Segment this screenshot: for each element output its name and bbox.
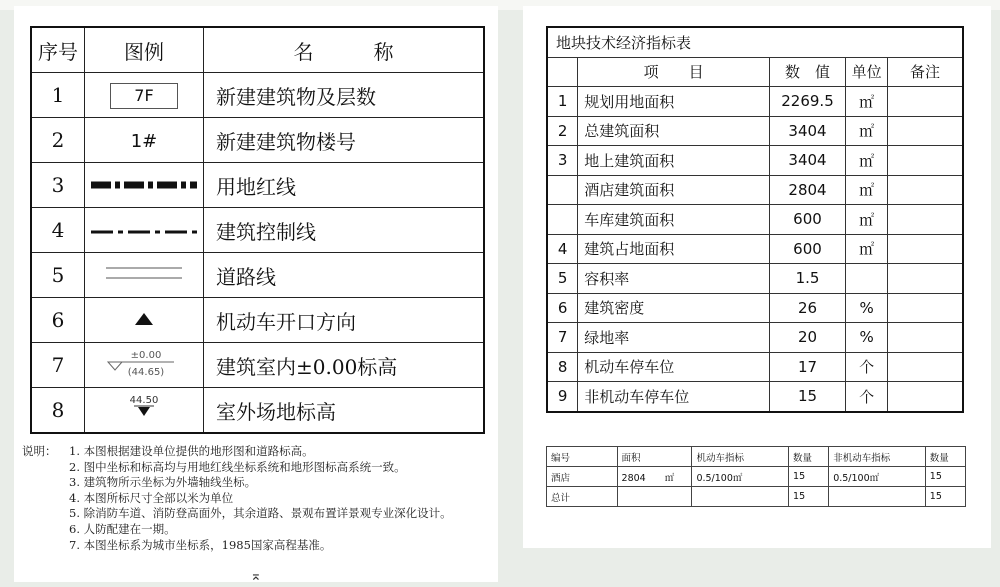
legend-name: 建筑控制线 bbox=[204, 208, 485, 253]
tech-value: 3404 bbox=[769, 146, 845, 176]
tech-item: 车库建筑面积 bbox=[578, 205, 770, 235]
tech-no bbox=[547, 205, 578, 235]
tech-item: 规划用地面积 bbox=[578, 87, 770, 117]
parking-cell: 15 bbox=[925, 487, 965, 507]
tech-item: 绿地率 bbox=[578, 323, 770, 353]
parking-cell: 0.5/100㎡ bbox=[692, 467, 789, 487]
parking-cell: 2804 ㎡ bbox=[617, 467, 692, 487]
parking-header: 非机动车指标 bbox=[829, 447, 926, 467]
tech-row bbox=[547, 234, 963, 264]
legend-symbol bbox=[85, 388, 204, 434]
tech-no: 4 bbox=[547, 234, 578, 264]
legend-name: 室外场地标高 bbox=[204, 388, 485, 434]
parking-cell: 0.5/100㎡ bbox=[829, 467, 926, 487]
tech-value: 26 bbox=[769, 293, 845, 323]
legend-row bbox=[31, 388, 484, 434]
tech-no: 3 bbox=[547, 146, 578, 176]
parking-row bbox=[547, 487, 966, 507]
legend-no: 2 bbox=[31, 118, 85, 163]
control-line-icon bbox=[89, 227, 199, 237]
indoor-elevation-icon bbox=[104, 346, 184, 380]
tech-unit: % bbox=[846, 293, 888, 323]
tech-header-value: 数 值 bbox=[769, 57, 845, 87]
tech-row bbox=[547, 293, 963, 323]
note-item: 5. 除消防车道、消防登高面外，其余道路、景观布置详景观专业深化设计。 bbox=[69, 506, 452, 521]
tech-no bbox=[547, 175, 578, 205]
note-item: 1. 本图根据建设单位提供的地形图和道路标高。 bbox=[69, 444, 314, 458]
legend-name: 道路线 bbox=[204, 253, 485, 298]
tech-unit: 个 bbox=[846, 352, 888, 382]
legend-symbol bbox=[85, 253, 204, 298]
tech-row bbox=[547, 382, 963, 412]
tech-value: 3404 bbox=[769, 116, 845, 146]
tech-table-title: 地块技术经济指标表 bbox=[547, 27, 963, 57]
legend-no: 8 bbox=[31, 388, 85, 434]
tech-row bbox=[547, 116, 963, 146]
legend-name: 建筑室内±0.00标高 bbox=[204, 343, 485, 388]
indoor-elevation-absolute: (44.65) bbox=[127, 366, 165, 378]
parking-cell: 总计 bbox=[547, 487, 618, 507]
parking-cell: 酒店 bbox=[547, 467, 618, 487]
legend-header-row bbox=[31, 27, 484, 73]
tech-title-row bbox=[547, 27, 963, 57]
parking-header: 机动车指标 bbox=[692, 447, 789, 467]
tech-unit: ㎡ bbox=[846, 146, 888, 176]
legend-row bbox=[31, 253, 484, 298]
tech-unit: ㎡ bbox=[846, 234, 888, 264]
tech-item: 建筑占地面积 bbox=[578, 234, 770, 264]
tech-value: 600 bbox=[769, 205, 845, 235]
parking-table bbox=[546, 446, 966, 507]
tech-value: 20 bbox=[769, 323, 845, 353]
tech-value: 2804 bbox=[769, 175, 845, 205]
note-item: 7. 本图坐标系为城市坐标系，1985国家高程基准。 bbox=[69, 537, 332, 552]
triangle-up-icon bbox=[132, 311, 156, 327]
tech-item: 非机动车停车位 bbox=[578, 382, 770, 412]
tech-no: 8 bbox=[547, 352, 578, 382]
tech-no: 6 bbox=[547, 293, 578, 323]
note-item: 2. 图中坐标和标高均与用地红线坐标系统和地形图标高系统一致。 bbox=[69, 459, 406, 474]
legend-name: 新建建筑物及层数 bbox=[204, 73, 485, 118]
tech-header-item: 项 目 bbox=[578, 57, 770, 87]
tech-no: 1 bbox=[547, 87, 578, 117]
legend-no: 7 bbox=[31, 343, 85, 388]
tech-indicator-table bbox=[546, 26, 964, 413]
parking-cell: 15 bbox=[925, 467, 965, 487]
indoor-elevation-value: ±0.00 bbox=[130, 349, 162, 361]
tech-no: 2 bbox=[547, 116, 578, 146]
legend-row bbox=[31, 73, 484, 118]
building-number-label: 1# bbox=[130, 131, 158, 152]
parking-cell bbox=[692, 487, 789, 507]
note-item: 4. 本图所标尺寸全部以米为单位 bbox=[69, 490, 234, 505]
parking-row bbox=[547, 467, 966, 487]
notes-label: 说明： bbox=[22, 444, 57, 458]
tech-value: 600 bbox=[769, 234, 845, 264]
tech-row bbox=[547, 175, 963, 205]
indicator-panel bbox=[523, 6, 991, 548]
tech-item: 机动车停车位 bbox=[578, 352, 770, 382]
note-item: 3. 建筑物所示坐标为外墙轴线坐标。 bbox=[69, 475, 257, 490]
legend-no: 6 bbox=[31, 298, 85, 343]
outdoor-elevation-value: 44.50 bbox=[129, 394, 159, 406]
legend-header-no: 序号 bbox=[31, 27, 85, 73]
legend-name: 机动车开口方向 bbox=[204, 298, 485, 343]
tech-unit bbox=[846, 264, 888, 294]
road-line-icon bbox=[104, 264, 184, 282]
tech-header-row bbox=[547, 57, 963, 87]
notes-block bbox=[22, 444, 498, 553]
tech-unit: ㎡ bbox=[846, 175, 888, 205]
tech-item: 地上建筑面积 bbox=[578, 146, 770, 176]
legend-row bbox=[31, 118, 484, 163]
outdoor-elevation-icon bbox=[124, 393, 164, 423]
tech-unit: 个 bbox=[846, 382, 888, 412]
legend-symbol bbox=[85, 298, 204, 343]
tech-row bbox=[547, 205, 963, 235]
parking-header: 编号 bbox=[547, 447, 618, 467]
parking-header-row bbox=[547, 447, 966, 467]
legend-row bbox=[31, 343, 484, 388]
parking-header: 数量 bbox=[925, 447, 965, 467]
legend-symbol bbox=[85, 118, 204, 163]
parking-header: 面积 bbox=[617, 447, 692, 467]
red-line-icon bbox=[89, 178, 199, 192]
legend-row bbox=[31, 163, 484, 208]
legend-symbol bbox=[85, 343, 204, 388]
tech-no: 9 bbox=[547, 382, 578, 412]
tech-row bbox=[547, 352, 963, 382]
legend-no: 4 bbox=[31, 208, 85, 253]
parking-cell: 15 bbox=[789, 487, 829, 507]
legend-symbol bbox=[85, 163, 204, 208]
parking-cell bbox=[829, 487, 926, 507]
parking-cell bbox=[617, 487, 692, 507]
tech-no: 5 bbox=[547, 264, 578, 294]
legend-header-name: 名 称 bbox=[204, 27, 485, 73]
legend-table bbox=[30, 26, 485, 434]
parking-cell: 15 bbox=[789, 467, 829, 487]
legend-panel bbox=[14, 6, 498, 582]
tech-unit: ㎡ bbox=[846, 205, 888, 235]
tech-row bbox=[547, 87, 963, 117]
tech-unit: % bbox=[846, 323, 888, 353]
tech-no: 7 bbox=[547, 323, 578, 353]
legend-no: 3 bbox=[31, 163, 85, 208]
tech-value: 17 bbox=[769, 352, 845, 382]
tech-row bbox=[547, 264, 963, 294]
legend-symbol bbox=[85, 73, 204, 118]
legend-name: 用地红线 bbox=[204, 163, 485, 208]
drawing-fragment-mark: ⌅ bbox=[250, 568, 262, 584]
tech-value: 15 bbox=[769, 382, 845, 412]
tech-row bbox=[547, 323, 963, 353]
parking-header: 数量 bbox=[789, 447, 829, 467]
legend-no: 1 bbox=[31, 73, 85, 118]
note-item: 6. 人防配建在一期。 bbox=[69, 521, 176, 536]
floor-count-box-icon: 7F bbox=[110, 83, 178, 109]
tech-item: 容积率 bbox=[578, 264, 770, 294]
legend-no: 5 bbox=[31, 253, 85, 298]
legend-row bbox=[31, 208, 484, 253]
tech-value: 1.5 bbox=[769, 264, 845, 294]
tech-item: 总建筑面积 bbox=[578, 116, 770, 146]
tech-header-note: 备注 bbox=[888, 57, 963, 87]
tech-row bbox=[547, 146, 963, 176]
legend-row bbox=[31, 298, 484, 343]
tech-value: 2269.5 bbox=[769, 87, 845, 117]
tech-item: 酒店建筑面积 bbox=[578, 175, 770, 205]
tech-unit: ㎡ bbox=[846, 87, 888, 117]
tech-header-unit: 单位 bbox=[846, 57, 888, 87]
legend-symbol bbox=[85, 208, 204, 253]
legend-name: 新建建筑物楼号 bbox=[204, 118, 485, 163]
legend-header-symbol: 图例 bbox=[85, 27, 204, 73]
tech-unit: ㎡ bbox=[846, 116, 888, 146]
tech-item: 建筑密度 bbox=[578, 293, 770, 323]
